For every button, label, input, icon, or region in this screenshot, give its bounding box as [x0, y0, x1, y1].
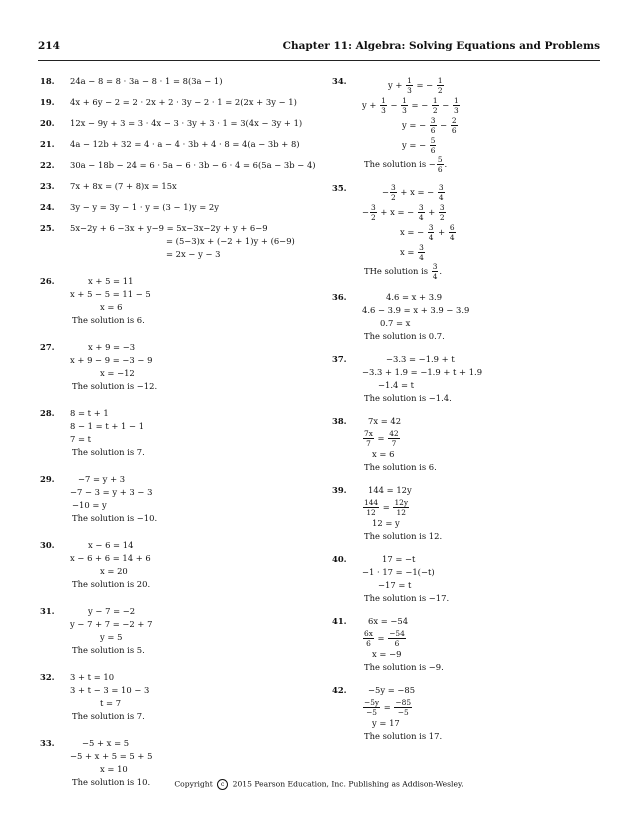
equation-line: −17 = t [378, 580, 412, 590]
equation-line: 12x − 9y + 3 = 3 · 4x − 3 · 3y + 3 · 1 = 3(4x − 3y + 1) [70, 118, 303, 128]
equation-body [362, 415, 602, 461]
numerator: −54 [389, 629, 405, 638]
fraction [388, 429, 399, 448]
problem-number: 36. [332, 292, 347, 302]
equation-line: x + 9 − 9 = −3 − 9 [70, 355, 153, 365]
problem-38 [332, 415, 602, 461]
equation-body [70, 96, 320, 109]
problem-block [40, 671, 320, 723]
problem-25 [40, 222, 320, 261]
fraction [388, 629, 406, 648]
equation-body [70, 159, 320, 172]
problem-28 [40, 407, 320, 446]
equation-line [362, 497, 602, 517]
solution-text: The solution is 7. [72, 711, 145, 721]
problem-number: 28. [40, 408, 55, 418]
problem-block [40, 275, 320, 327]
fraction [363, 698, 380, 717]
problem-18 [40, 75, 320, 88]
equation-body [70, 75, 320, 88]
fraction [393, 498, 409, 517]
left-column [40, 70, 320, 789]
problem-number: 39. [332, 485, 347, 495]
problem-block [332, 415, 602, 474]
problem-block [332, 684, 602, 743]
equation-line: 3 + t = 10 [70, 672, 115, 682]
problem-31 [40, 605, 320, 644]
problem-number: 35. [332, 183, 347, 193]
equation-body [70, 473, 320, 512]
problem-34 [332, 75, 602, 155]
equation-body [70, 138, 320, 151]
problem-22 [40, 159, 320, 172]
problem-number: 18. [40, 76, 55, 86]
equation-line: x = $\frac{3}{4}$ [400, 243, 424, 262]
equation-line: = 2x − y − 3 [166, 249, 221, 259]
equation-line: x = 6 [100, 302, 123, 312]
numerator: −5y [364, 698, 380, 707]
equation-body [70, 117, 320, 130]
equation-line: 4a − 12b + 32 = 4 · a − 4 · 3b + 4 · 8 = 4(a − 3b + 8) [70, 139, 300, 149]
problem-number: 21. [40, 139, 55, 149]
problem-33 [40, 737, 320, 776]
problem-block [40, 201, 320, 214]
problem-block [40, 605, 320, 657]
equation-line: −1.4 = t [378, 380, 415, 390]
fraction [363, 429, 374, 448]
equation-line: −10 = y [72, 500, 107, 510]
problem-number: 30. [40, 540, 55, 550]
numerator: 144 [364, 498, 379, 507]
solution-text: The solution is −1.4. [364, 393, 452, 403]
right-column [332, 70, 602, 743]
equation-line: −5 + x + 5 = 5 + 5 [70, 751, 153, 761]
equation-line: x = 10 [100, 764, 128, 774]
equation-line: x = 20 [100, 566, 128, 576]
equation-line: 7 = t [70, 434, 92, 444]
equation-line [362, 628, 602, 648]
equation-line: x = − $\frac{3}{4}$ + $\frac{6}{4}$ [400, 223, 455, 242]
equation-line: −5y = −85 [368, 685, 416, 695]
equation-line: = (5−3)x + (−2 + 1)y + (6−9) [166, 236, 295, 246]
equation-line [362, 428, 602, 448]
equation-line: 7x + 8x = (7 + 8)x = 15x [70, 181, 177, 191]
equation-line: x − 6 + 6 = 14 + 6 [70, 553, 151, 563]
equation-body [362, 615, 602, 661]
equation-line: y + $\frac{1}{3}$ = − $\frac{1}{2}$ [388, 76, 443, 95]
problem-block [40, 117, 320, 130]
equation-body [362, 684, 602, 730]
problem-42 [332, 684, 602, 730]
equation-line: 6x = −54 [368, 616, 409, 626]
equation-body [70, 275, 320, 314]
equation-line: y = − $\frac{5}{6}$ [402, 136, 436, 155]
equation-line: 12 = y [372, 518, 400, 528]
problem-number: 38. [332, 416, 347, 426]
equation-line: x = −9 [372, 649, 402, 659]
problem-number: 37. [332, 354, 347, 364]
equation-line: −5 + x = 5 [82, 738, 130, 748]
equation-line: 4.6 = x + 3.9 [386, 292, 443, 302]
equation-line: − $\frac{3}{2}$ + x = − $\frac{3}{4}$ + $\frac{3}{2}$ [362, 203, 445, 222]
equation-line: −1 · 17 = −1(−t) [362, 567, 435, 577]
copyright-symbol: c [217, 779, 228, 790]
equation-line: 7x = 42 [368, 416, 402, 426]
problem-number: 42. [332, 685, 347, 695]
solution-text: The solution is −12. [72, 381, 158, 391]
equation-body [70, 341, 320, 380]
problem-block [40, 341, 320, 393]
problem-number: 34. [332, 76, 347, 86]
problem-block [40, 96, 320, 109]
denominator: 12 [366, 508, 376, 517]
equation-line [362, 697, 602, 717]
problem-number: 23. [40, 181, 55, 191]
equation-body [70, 737, 320, 776]
problem-number: 32. [40, 672, 55, 682]
problem-30 [40, 539, 320, 578]
equation-line: −3.3 = −1.9 + t [386, 354, 455, 364]
problem-39 [332, 484, 602, 530]
equation-line: y − 7 + 7 = −2 + 7 [70, 619, 153, 629]
equation-line: x + 9 = −3 [88, 342, 136, 352]
problem-35 [332, 182, 602, 262]
solution-text: The solution is 6. [72, 315, 145, 325]
equation-line: y = − $\frac{3}{6}$ − $\frac{2}{6}$ [402, 116, 457, 135]
equation-body [70, 605, 320, 644]
problem-block [40, 222, 320, 261]
problem-block [40, 473, 320, 525]
equation-line: 24a − 8 = 8 · 3a − 8 · 1 = 8(3a − 1) [70, 76, 223, 86]
solution-text: The solution is 17. [364, 731, 443, 741]
numerator: 12y [394, 498, 409, 507]
equation-line: −7 = y + 3 [78, 474, 126, 484]
numerator: −85 [395, 698, 412, 707]
problem-19 [40, 96, 320, 109]
equation-line: 8 − 1 = t + 1 − 1 [70, 421, 145, 431]
problem-number: 22. [40, 160, 55, 170]
problem-number: 29. [40, 474, 55, 484]
solution-text: The solution is −17. [364, 593, 450, 603]
equals-sign: = [380, 502, 393, 512]
equation-line: 3y − y = 3y − 1 · y = (3 − 1)y = 2y [70, 202, 219, 212]
problem-number: 20. [40, 118, 55, 128]
problem-37 [332, 353, 602, 392]
equation-body [70, 407, 320, 446]
denominator: −5 [366, 708, 377, 717]
solution-text: The solution is 5. [72, 645, 145, 655]
numerator: 42 [389, 429, 399, 438]
solution-text: The solution is −10. [72, 513, 158, 523]
equation-body [70, 201, 320, 214]
equation-line: y = 5 [100, 632, 123, 642]
fraction [363, 629, 374, 648]
problem-32 [40, 671, 320, 710]
equation-line: t = 7 [100, 698, 122, 708]
denominator: 6 [366, 639, 371, 648]
equals-sign: = [374, 433, 388, 443]
problem-number: 25. [40, 223, 55, 233]
equation-body [362, 484, 602, 530]
problem-number: 41. [332, 616, 347, 626]
problem-23 [40, 180, 320, 193]
problem-number: 24. [40, 202, 55, 212]
equation-body [70, 539, 320, 578]
equation-line: y = 17 [372, 718, 400, 728]
problem-block [332, 553, 602, 605]
denominator: −5 [397, 708, 409, 717]
problem-36 [332, 291, 602, 330]
problem-29 [40, 473, 320, 512]
equation-line: − $\frac{3}{2}$ + x = − $\frac{3}{4}$ [382, 183, 444, 202]
equation-line: x = 6 [372, 449, 395, 459]
solution-text: The solution is 0.7. [364, 331, 445, 341]
equation-body [70, 180, 320, 193]
equation-body [70, 222, 320, 261]
problem-number: 40. [332, 554, 347, 564]
equation-body [70, 671, 320, 710]
equation-line: 8 = t + 1 [70, 408, 109, 418]
numerator: 6x [364, 629, 373, 638]
denominator: 6 [394, 639, 400, 648]
solution-text: The solution is 20. [72, 579, 151, 589]
equation-line: x + 5 = 11 [88, 276, 134, 286]
equation-body [362, 553, 602, 592]
problem-block [40, 159, 320, 172]
solution-text: The solution is 10. [72, 777, 151, 787]
page-number: 214 [38, 40, 60, 52]
problem-block [40, 180, 320, 193]
solution-text: The solution is 7. [72, 447, 145, 457]
copyright-footer: Copyright c 2015 Pearson Education, Inc. Publishing as Addison-Wesley. [174, 779, 464, 789]
problem-21 [40, 138, 320, 151]
equation-line: x + 5 − 5 = 11 − 5 [70, 289, 151, 299]
solution-text: THe solution is $\frac{3}{4}$ . [364, 262, 443, 281]
equation-line: 3 + t − 3 = 10 − 3 [70, 685, 150, 695]
equation-line: −7 − 3 = y + 3 − 3 [70, 487, 153, 497]
denominator: 12 [396, 508, 406, 517]
fraction [363, 498, 379, 517]
equals-sign: = [381, 702, 394, 712]
equation-body [362, 291, 602, 330]
equation-line: −3.3 + 1.9 = −1.9 + t + 1.9 [362, 367, 483, 377]
fraction [394, 698, 412, 717]
problem-number: 27. [40, 342, 55, 352]
equation-line: 17 = −t [382, 554, 416, 564]
numerator: 7x [364, 429, 373, 438]
problem-block [332, 615, 602, 674]
equation-line: 30a − 18b − 24 = 6 · 5a − 6 · 3b − 6 · 4 = 6(5a − 3b − 4) [70, 160, 316, 170]
equation-line: x = −12 [100, 368, 135, 378]
problem-24 [40, 201, 320, 214]
problem-block [40, 539, 320, 591]
equation-line: 144 = 12y [368, 485, 412, 495]
equation-body [362, 353, 602, 392]
equation-line: x − 6 = 14 [88, 540, 134, 550]
problem-block [332, 291, 602, 343]
solution-text: The solution is 12. [364, 531, 443, 541]
problem-26 [40, 275, 320, 314]
equation-line: 5x−2y + 6 −3x + y−9 = 5x−3x−2y + y + 6−9 [70, 223, 268, 233]
problem-block [332, 353, 602, 405]
equation-line: 4x + 6y − 2 = 2 · 2x + 2 · 3y − 2 · 1 = 2(2x + 3y − 1) [70, 97, 297, 107]
equation-line: y + $\frac{1}{3}$ − $\frac{1}{3}$ = − $\frac{1}{2}$ − $\frac{1}{3}$ [362, 96, 459, 115]
chapter-title: Chapter 11: Algebra: Solving Equations and Problems [282, 40, 600, 52]
equals-sign: = [374, 633, 388, 643]
problem-number: 31. [40, 606, 55, 616]
problem-20 [40, 117, 320, 130]
problem-block [40, 407, 320, 459]
solution-text: The solution is 6. [364, 462, 437, 472]
problem-27 [40, 341, 320, 380]
solution-text: The solution is −9. [364, 662, 444, 672]
equation-line: y − 7 = −2 [88, 606, 136, 616]
denominator: 7 [366, 439, 371, 448]
header-rule [38, 60, 600, 61]
problem-41 [332, 615, 602, 661]
problem-number: 33. [40, 738, 55, 748]
denominator: 7 [391, 439, 397, 448]
page-header [0, 0, 638, 64]
equation-line: 0.7 = x [380, 318, 411, 328]
problem-number: 19. [40, 97, 55, 107]
problem-40 [332, 553, 602, 592]
solution-text: The solution is − $\frac{5}{6}$ . [364, 155, 448, 174]
problem-number: 26. [40, 276, 55, 286]
problem-block [332, 484, 602, 543]
problem-block [40, 138, 320, 151]
problem-block [40, 75, 320, 88]
equation-line: 4.6 − 3.9 = x + 3.9 − 3.9 [362, 305, 470, 315]
